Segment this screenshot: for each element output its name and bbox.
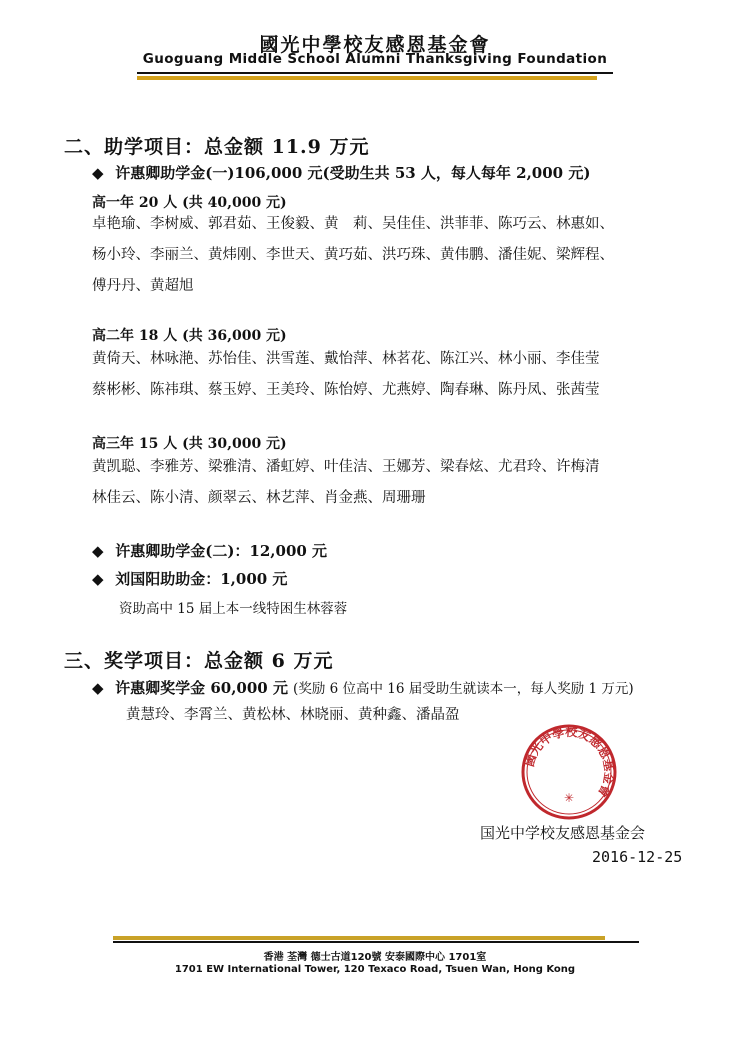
grade1-names — [92, 209, 614, 302]
diamond-icon: ◆ — [92, 164, 104, 182]
fund1-label: 许惠卿助学金(一)106,000 元(受助生共 53 人，每人每年 2,000 元) — [115, 164, 591, 182]
section3-fund-item — [92, 677, 634, 698]
header-rule-black — [137, 72, 613, 74]
footer-rule-gold — [113, 936, 605, 940]
section3-heading: 三、奖学项目：总金额 6 万元 — [64, 650, 334, 672]
fund3-item — [92, 568, 287, 589]
signature-org: 国光中学校友感恩基金会 — [480, 824, 646, 842]
letterhead-title-en: Guoguang Middle School Alumni Thanksgiving Foundation — [142, 51, 608, 67]
fund2-item — [92, 540, 327, 561]
diamond-icon: ◆ — [92, 679, 104, 697]
footer-address-cn: 香港 荃灣 德士古道120號 安泰國際中心 1701室 — [263, 952, 487, 963]
fund1-item — [92, 162, 590, 183]
svg-text:國光中學校友感恩基金會 — [521, 724, 617, 800]
diamond-icon: ◆ — [92, 570, 104, 588]
grade3-label: 高三年 15 人 (共 30,000 元) — [92, 436, 287, 452]
name-line: 黄倚天、林咏滟、苏怡佳、洪雪莲、戴怡萍、林茗花、陈江兴、林小丽、李佳莹 — [92, 351, 600, 367]
diamond-icon: ◆ — [92, 542, 104, 560]
name-line: 卓艳瑜、李树威、郭君茹、王俊毅、黄 莉、吴佳佳、洪菲菲、陈巧云、林惠如、 — [92, 216, 614, 232]
grade1-label: 高一年 20 人 (共 40,000 元) — [92, 195, 287, 211]
section2-heading: 二、助学项目：总金额 11.9 万元 — [64, 136, 370, 158]
grade2-label: 高二年 18 人 (共 36,000 元) — [92, 328, 287, 344]
fund2-label: 许惠卿助学金(二)：12,000 元 — [115, 542, 328, 560]
name-line: 林佳云、陈小清、颜翠云、林艺萍、肖金燕、周珊珊 — [92, 490, 426, 506]
grade3-names — [92, 452, 600, 514]
name-line: 傅丹丹、黄超旭 — [92, 278, 194, 294]
fund3-label: 刘国阳助助金：1,000 元 — [115, 570, 288, 588]
seal-star-icon: ✳ — [563, 791, 575, 805]
seal-text: 國光中學校友感恩基金會 — [522, 724, 617, 800]
fund3-note: 资助高中 15 届上本一线特困生林蓉蓉 — [119, 601, 348, 617]
section3-fund-note: (奖励 6 位高中 16 届受助生就读本一，每人奖励 1 万元) — [293, 681, 634, 697]
grade2-names — [92, 344, 600, 406]
name-line: 黄凯聪、李雅芳、梁雅清、潘虹婷、叶佳洁、王娜芳、梁春炫、尤君玲、许梅清 — [92, 459, 600, 475]
header-rule-gold — [137, 76, 597, 80]
section3-names: 黄慧玲、李霄兰、黄松林、林晓丽、黄种鑫、潘晶盈 — [126, 707, 460, 723]
letterhead-title-cn: 國光中學校友感恩基金會 — [259, 34, 491, 56]
footer-rule-black — [113, 941, 639, 943]
footer-address-en: 1701 EW International Tower, 120 Texaco Road, Tsuen Wan, Hong Kong — [174, 964, 576, 975]
seal-icon — [519, 722, 619, 822]
name-line: 蔡彬彬、陈祎琪、蔡玉婷、王美玲、陈怡婷、尤燕婷、陶春琳、陈丹凤、张茜莹 — [92, 382, 600, 398]
section3-fund-label: 许惠卿奖学金 60,000 元 — [115, 679, 288, 697]
name-line: 杨小玲、李丽兰、黄炜刚、李世天、黄巧茹、洪巧珠、黄伟鹏、潘佳妮、梁辉程、 — [92, 247, 614, 263]
signature-date: 2016-12-25 — [592, 848, 683, 866]
